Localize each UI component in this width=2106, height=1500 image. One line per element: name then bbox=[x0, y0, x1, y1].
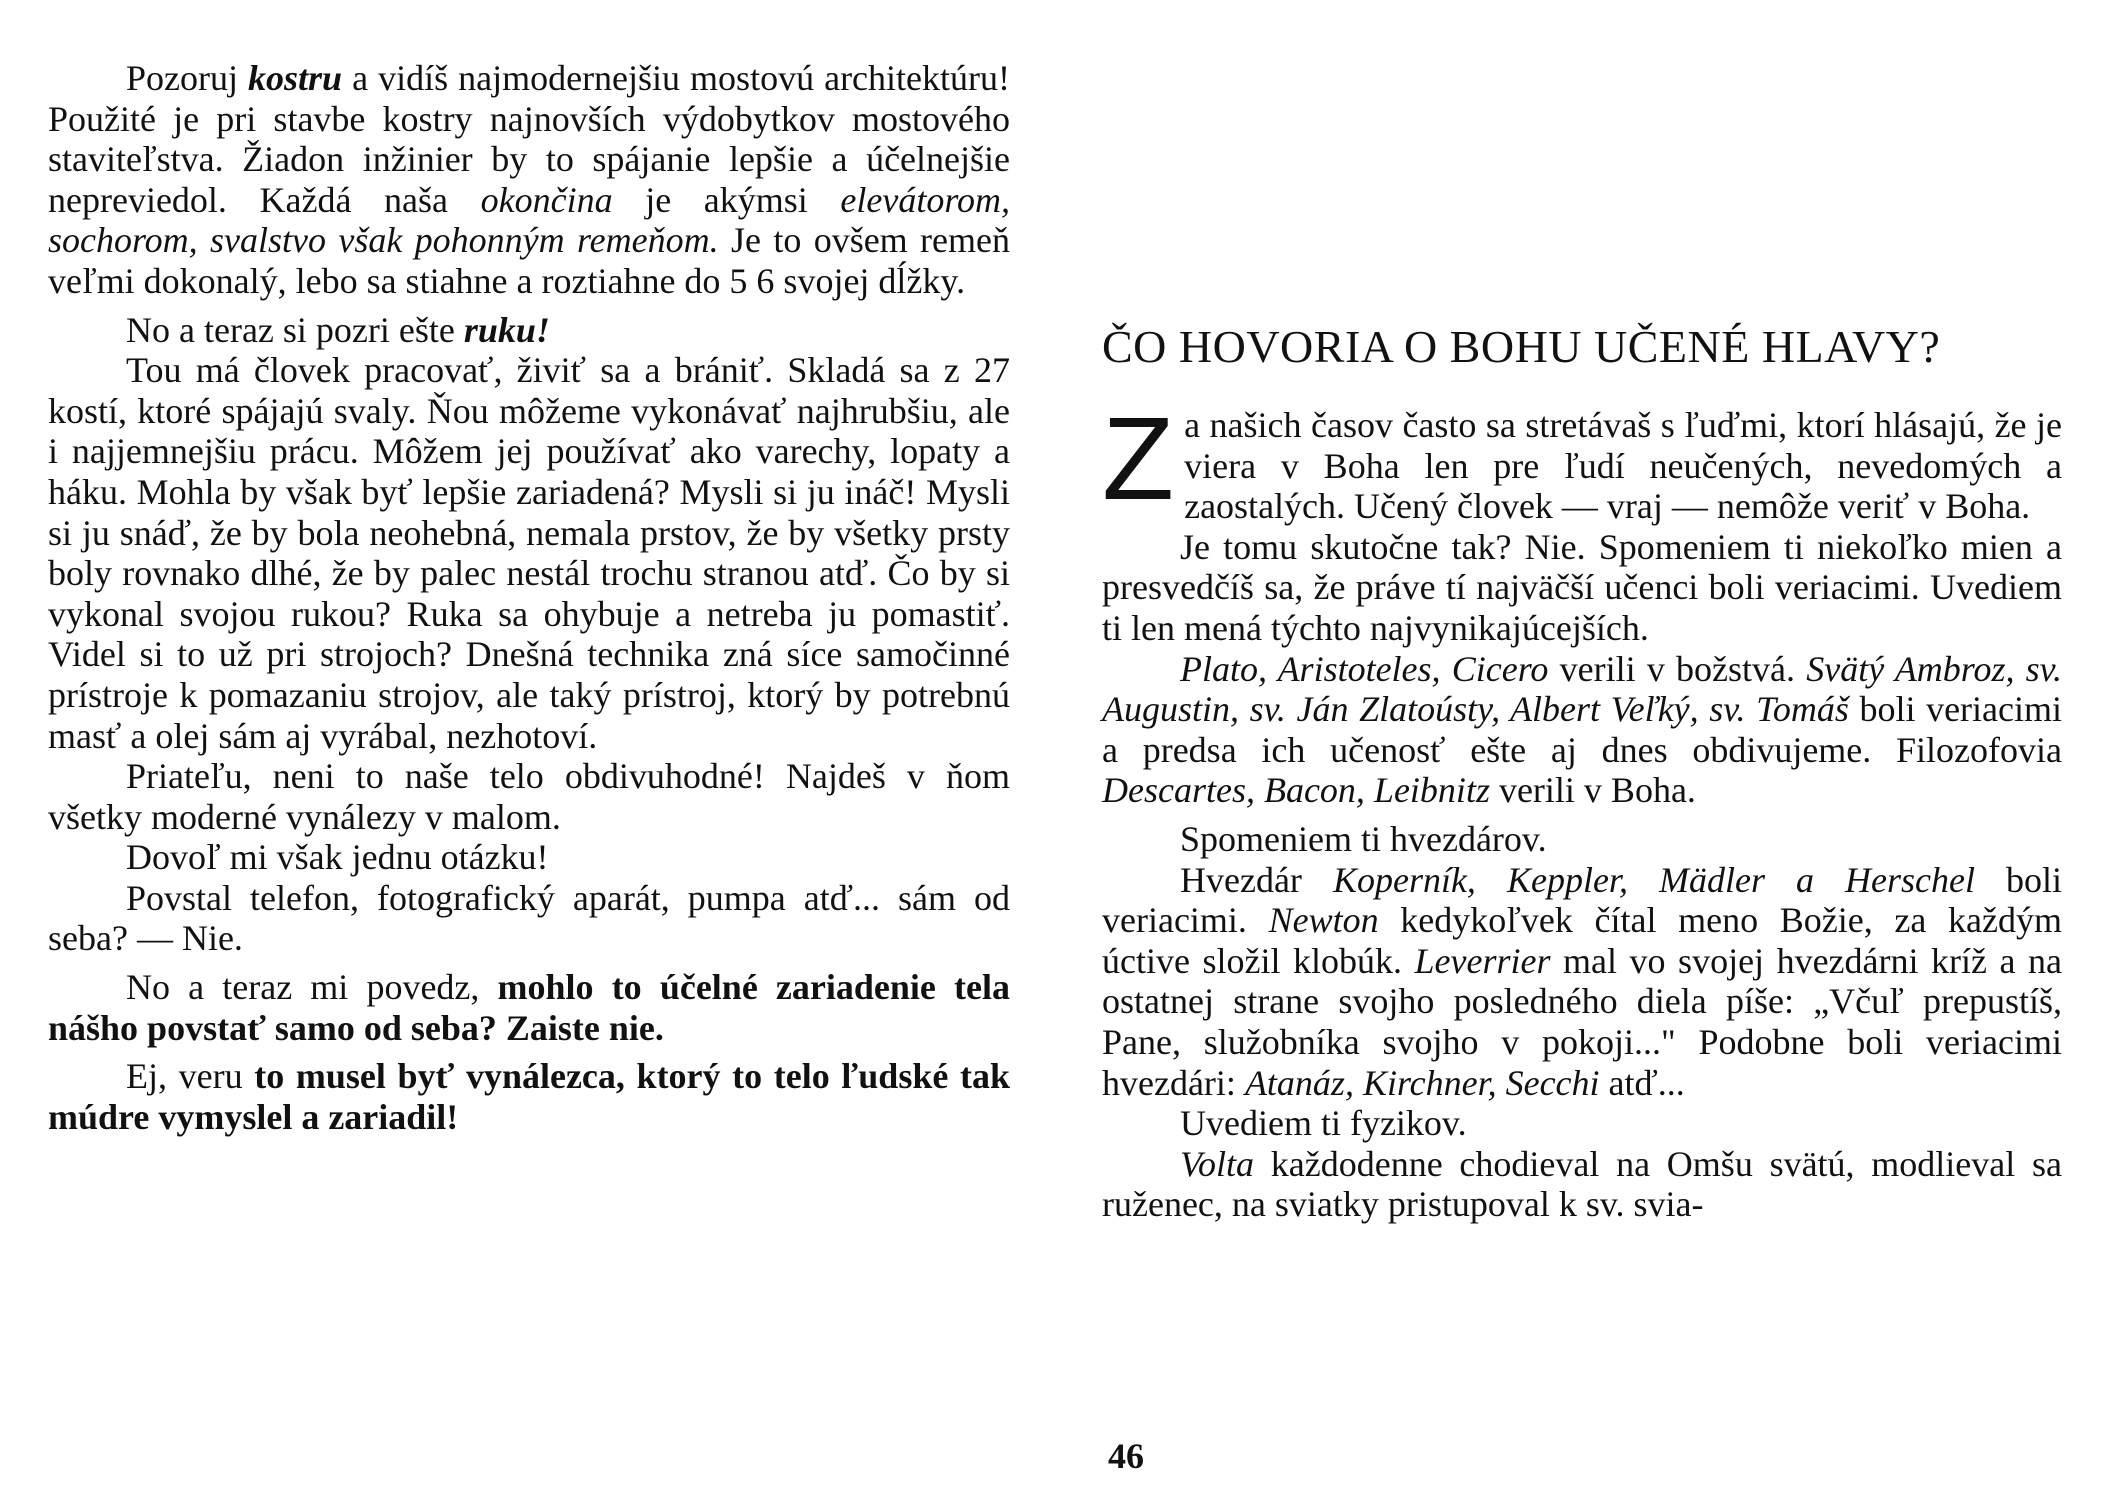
text-run: Ej, veru bbox=[126, 1056, 255, 1097]
right-paragraph-2: Je tomu skutočne tak? Nie. Spomeniem ti niekoľko mien a presvedčíš sa, že práve tí najväčší učenci boli veriacimi. Uvediem ti len mená týchto najvynikajúcejších. bbox=[1102, 526, 2062, 648]
text-run: je akýmsi bbox=[612, 179, 841, 220]
text-run: Hvezdár bbox=[1180, 859, 1333, 900]
text-run: každodenne chodieval na Omšu svätú, modlieval sa ruženec, na sviatky pristupoval k sv. svia- bbox=[1102, 1143, 2062, 1225]
text-run: kedykoľvek čítal meno Božie, za každým úctive složil klobúk. bbox=[1102, 900, 2062, 981]
left-paragraph-5: Dovoľ mi však jednu otázku! bbox=[126, 837, 549, 878]
text-run: No a teraz si pozri ešte bbox=[126, 309, 464, 350]
drop-cap: Z bbox=[1102, 393, 1175, 525]
names-astronomers: Koperník, Keppler, Mädler a Herschel bbox=[1332, 859, 1975, 900]
text-run: boli veriacimi a predsa ich učenosť ešte aj dnes obdivujeme. Filozofovia bbox=[1102, 689, 2063, 770]
names-philosophers: Plato, Aristoteles, Cicero bbox=[1180, 648, 1549, 689]
names-saints: Svätý Ambroz, sv. Augustin, sv. Ján Zlatoústy, Albert Veľký, sv. Tomáš bbox=[1102, 648, 2062, 730]
right-paragraph-6: Uvediem ti fyzikov. bbox=[1180, 1103, 1467, 1144]
text-run: a našich časov často sa stretávaš s ľuďmi, ktorí hlásajú, že je viera v Boha len pre ľudí neučených, nevedomých a zaostalých. Učený človek — vraj — nemôže veriť v Boha. bbox=[1184, 405, 2062, 527]
right-paragraph-1 bbox=[1102, 393, 2062, 527]
text-run: Pozoruj bbox=[126, 58, 249, 98]
chapter-heading: ČO HOVORIA O BOHU UČENÉ HLAVY? bbox=[1102, 321, 1941, 372]
emphasis-kostru: kostru bbox=[248, 58, 343, 98]
left-paragraph-7 bbox=[48, 967, 1010, 1048]
text-run: Je to ovšem remeň veľmi dokonalý, lebo sa stiahne a roztiahne do 5 6 svojej dĺžky. bbox=[48, 220, 1010, 301]
emphasis-okoncina: okončina bbox=[480, 179, 613, 220]
left-paragraph-6: Povstal telefon, fotografický aparát, pumpa atď... sám od seba? — Nie. bbox=[48, 877, 1010, 959]
text-run: verili v božstvá. bbox=[1548, 648, 1807, 689]
right-paragraph-4: Spomeniem ti hvezdárov. bbox=[1180, 818, 1547, 859]
left-paragraph-3: Tou má človek pracovať, živiť sa a brániť. Skladá sa z 27 kostí, ktoré spájajú svaly. Ňou môžeme vykonávať najhrubšiu, ale i najjemnejšiu prácu. Môžem jej používať ako varechy, lopaty a háku. Mohla by však byť lepšie zariadená? Mysli si ju ináč! Mysli si ju snáď, že by bola neohebná, nemala prstov, že by všetky prsty boly rovnako dlhé, že by palec nestál trochu stranou atď. Čo by si vykonal svojou rukou? Ruka sa ohybuje a netreba ju pomastiť. Videl si to už pri strojoch? Dnešná technika zná síce samočinné prístroje k pomazaniu strojov, ale taký prístroj, ktorý by potrebnú masť a olej sám aj vyrábal, nezhotoví. bbox=[48, 350, 1010, 756]
name-volta: Volta bbox=[1180, 1143, 1255, 1184]
right-paragraph-5 bbox=[1102, 860, 2062, 1104]
text-run: No a teraz mi povedz, bbox=[126, 967, 498, 1008]
name-leverrier: Leverrier bbox=[1414, 940, 1551, 981]
text-run: verili v Boha. bbox=[1489, 770, 1696, 811]
left-paragraph-1 bbox=[48, 58, 1010, 302]
bold-statement: mohlo to účelné zariadenie tela nášho povstať samo od seba? Zaiste nie. bbox=[48, 967, 1010, 1048]
text-run: mal vo svojej hvezdárni kríž a na ostatnej strane svojho posledného diela píše: „Včuľ prepustíš, Pane, služobníka svojho v pokoji..." Podobne boli veriacimi hvezdári: bbox=[1102, 940, 2062, 1103]
text-run: a vidíš najmodernejšiu mostovú architektúru! Použité je pri stavbe kostry najnovších výdobytkov mostového staviteľstva. Žiadon inžinier by to spájanie lepšie a účelnejšie nepreviedol. Každá naša bbox=[48, 58, 1010, 220]
bold-statement: to musel byť vynálezca, ktorý to telo ľudské tak múdre vymyslel a zariadil! bbox=[48, 1056, 1010, 1137]
names-astronomers-2: Atanáz, Kirchner, Secchi bbox=[1244, 1062, 1600, 1103]
left-paragraph-4: Priateľu, neni to naše telo obdivuhodné! Najdeš v ňom všetky moderné vynálezy v malom. bbox=[48, 756, 1010, 837]
right-page bbox=[1102, 393, 2063, 1225]
right-paragraph-3 bbox=[1102, 649, 2062, 811]
left-paragraph-8 bbox=[48, 1056, 1010, 1137]
left-page bbox=[48, 58, 1010, 1137]
name-newton: Newton bbox=[1268, 900, 1379, 941]
page-number: 46 bbox=[1108, 1436, 1144, 1476]
left-paragraph-2 bbox=[48, 310, 1010, 351]
right-paragraph-7 bbox=[1102, 1144, 2062, 1225]
names-modern-philosophers: Descartes, Bacon, Leibnitz bbox=[1102, 770, 1490, 811]
text-run: atď... bbox=[1599, 1062, 1685, 1103]
text-run: boli veriacimi. bbox=[1102, 859, 2062, 941]
emphasis-elevatorom: elevátorom, sochorom, svalstvo však pohonným remeňom. bbox=[48, 179, 1010, 261]
emphasis-ruku: ruku! bbox=[463, 309, 550, 350]
